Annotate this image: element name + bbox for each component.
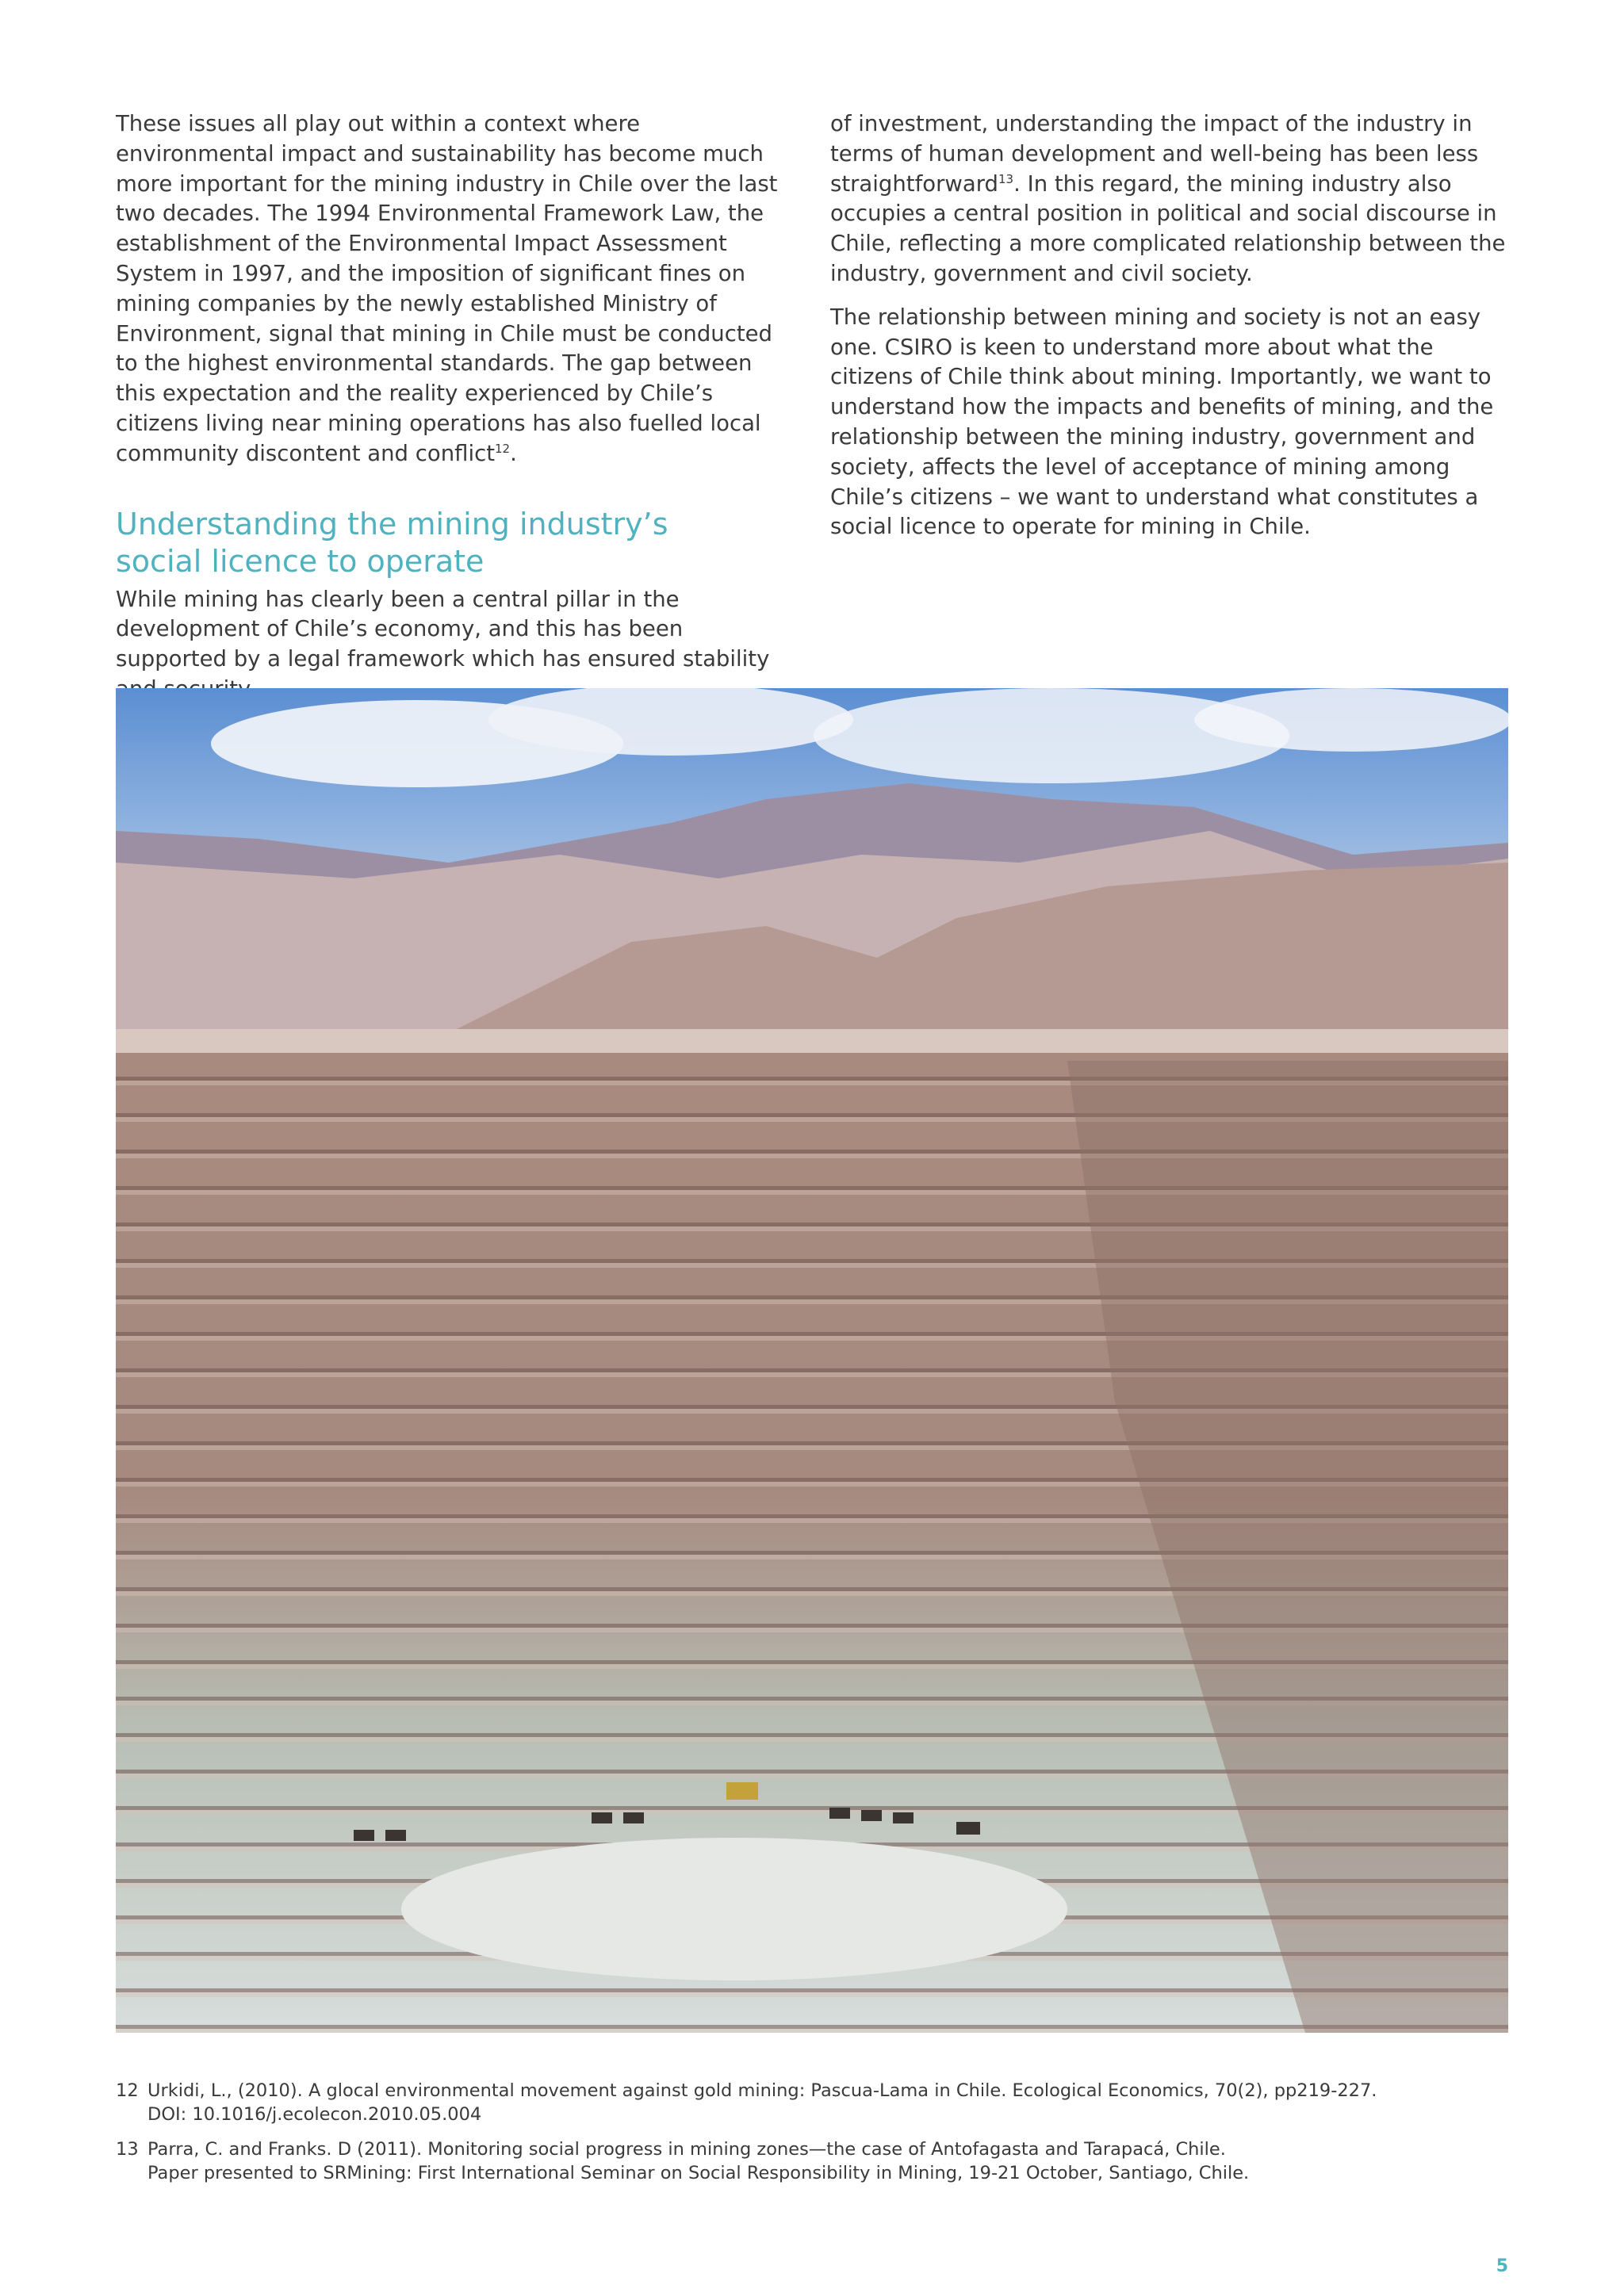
page-number: 5 [1496,2256,1508,2276]
section-heading-line-1: Understanding the mining industry’s [116,506,668,541]
footnote-ref-12[interactable]: 12 [495,441,511,456]
right-paragraph-1-text: of investment, understanding the impact of the industry in terms of human development and well-being has been less straightforward [830,111,1479,197]
footnote-text [147,2079,1377,2126]
left-column [116,109,795,718]
footnote-number: 12 [116,2080,139,2101]
footnote-number: 13 [116,2139,139,2160]
open-pit-mine-photo [116,688,1508,2033]
footnote-ref-13[interactable]: 13 [998,171,1014,186]
footnote-line: Parra, C. and Franks. D (2011). Monitoring social progress in mining zones—the case of Antofagasta and Tarapacá, Chile. [147,2139,1226,2160]
left-paragraph-1-tail: . [510,440,517,466]
right-paragraph-1 [830,109,1509,289]
footnote-text [147,2137,1249,2185]
right-paragraph-1-continuation: . In this regard, the mining industry also occupies a central position in political and social discourse in Chile, reflecting a more complicated relationship between the industry, government and civil society. [830,170,1506,286]
left-paragraph-2: While mining has clearly been a central pillar in the development of Chile’s economy, and this has been supported by a legal framework which has ensured stability [116,586,770,672]
footnote-line: Urkidi, L., (2010). A glocal environmental movement against gold mining: Pascua-Lama in Chile. Ecological Economics, 70(2), pp219-227. [147,2080,1377,2101]
section-heading-line-2: social licence to operate [116,543,485,579]
footnote-line: DOI: 10.1016/j.ecolecon.2010.05.004 [147,2104,482,2125]
section-heading [116,506,795,580]
footnote-12 [116,2079,1508,2126]
left-paragraph-1 [116,109,795,469]
left-paragraph-1-text: These issues all play out within a context where environmental impact and sustainability has become much more important for the mining industry in Chile over the last two decades. The 1994 Environmental Framework Law, the establishment of the Environmental Impact Assessment System in 1997, and the imposition of significant fines on mining companies by the newly established Ministry of Environment, signal that mining in Chile must be conducted to the highest environmental standards. The gap between this expectation and the reality experienced by Chile’s citizens living near mining operations has also fuelled local community discontent and conflict [116,111,778,466]
footnote-13 [116,2137,1508,2185]
footnotes [116,2079,1508,2196]
footnote-line: Paper presented to SRMining: First International Seminar on Social Responsibility in Mining, 19-21 October, Santiago, Chile. [147,2163,1250,2183]
right-paragraph-2: The relationship between mining and society is not an easy one. CSIRO is keen to understand more about what the citizens of Chile think about mining. Importantly, we want to understand how the impacts and benefits of mining, and the relationship between the mining industry, government and society, affects the level of acceptance of mining among Chile’s citizens – we want to understand what constitutes a social licence to operate for mining in Chile. [830,304,1494,540]
right-column [830,109,1509,556]
